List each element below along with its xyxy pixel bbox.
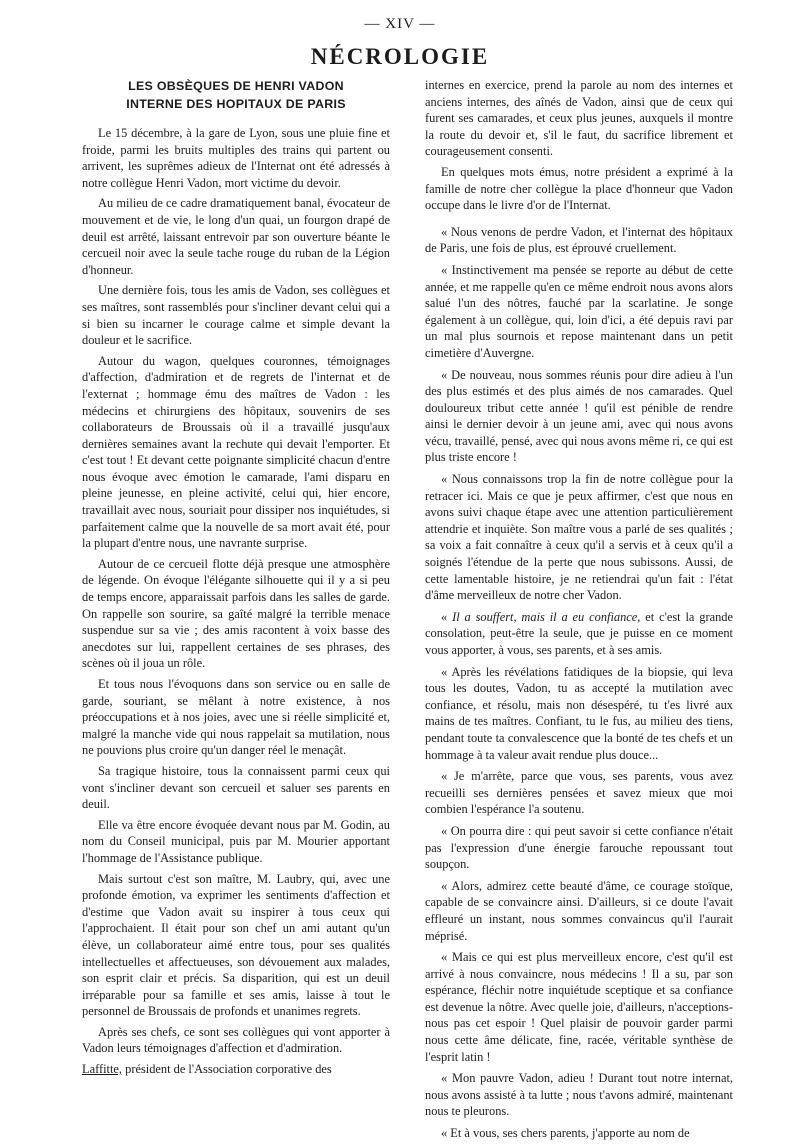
page-number: — XIV — — [364, 16, 436, 32]
paragraph-continues — [82, 1061, 390, 1078]
speech-paragraph: « Alors, admirez cette beauté d'âme, ce courage stoïque, capable de se convaincre ainsi. D'ailleurs, si ce doute l'avait effleuré un instant, nous sommes convaincus qu'il l'aurait méprisé. — [425, 878, 733, 943]
italic-quote: Il a souffert, mais il a eu confiance, — [452, 609, 641, 624]
speech-paragraph: « Nous connaissons trop la fin de notre collègue pour la retracer ici. Mais ce que je peux affirmer, c'est que nous en avons suivi chaque étape avec une attention particulièrement attendrie et inquiète. Son maître vous a parlé de ses qualités ; sa voix a fait connaître à ceux qu'il a servis et à ceux qu'il a soignés l'étendue de la perte que nous subissons. Aussi, de cette lamentable histoire, je ne retiendrai qu'un fait : l'état d'âme merveilleux de notre cher Vadon. — [425, 472, 733, 603]
paragraph: Elle va être encore évoquée devant nous par M. Godin, au nom du Conseil municipal, puis par M. Mourier apportant l'hommage de l'Assistance publique. — [82, 817, 390, 865]
paragraph: Sa tragique histoire, tous la connaissent parmi ceux qui vont s'incliner devant son cercueil et saluer ses parents en deuil. — [82, 763, 390, 812]
speech-paragraph: « De nouveau, nous sommes réunis pour dire adieu à l'un des plus estimés et des plus aimés de nos camarades. Quel douloureux tribut cette année ! qu'il est pénible de rendre ainsi le dernier devoir à un jeune ami, avec qui nous avons vécu, travaillé, pensé, avec qui nous avons même ri, ce qui est plus triste encore ! — [425, 367, 733, 465]
speech-paragraph — [425, 609, 733, 659]
right-column — [425, 77, 733, 1147]
paragraph-continued: internes en exercice, prend la parole au nom des internes et anciens internes, des aînés de Vadon, ainsi que de ceux qui furent ses camarades, et ceux plus jeunes, auxquels il montre la route du devoir et, s'il le faut, du sacrifice librement et courageusement consenti. — [425, 78, 733, 159]
paragraph: Et tous nous l'évoquons dans son service ou en salle de garde, souriant, se mêlant à notre existence, à nos préoccupations et à nos joies, avec une si réelle simplicité et, malgré la manche vide qui nous rappelait sa mutilation, nous ne pouvions plus croire qu'un danger réel le menaçât. — [82, 677, 390, 758]
speech-paragraph: « Nous venons de perdre Vadon, et l'internat des hôpitaux de Paris, une fois de plus, est éprouvé cruellement. — [425, 224, 733, 256]
paragraph: Autour de ce cercueil flotte déjà presque une atmosphère de légende. On évoque l'élégante silhouette qui il y a si peu de temps encore, apparaissait parfois dans les salles de garde. On rappelle son sourire, sa gaîté malgré la terrible menace suspendue sur sa vie ; des amis racontent à voix basse des anecdotes sur lui, rappellent certaines de ses phrases, des scènes où il joua un rôle. — [82, 556, 390, 671]
article-headline — [82, 77, 390, 113]
speech-paragraph: « Mon pauvre Vadon, adieu ! Durant tout notre internat, nous avons assisté à ta lutte ; nous t'avons admiré, maintenant nous te pleurons. — [425, 1071, 733, 1119]
speaker-name: Laffitte, — [82, 1062, 123, 1077]
speech-paragraph: « Je m'arrête, parce que vous, ses parents, vous avez recueilli ses dernières pensées et savez mieux que moi combien l'espérance l'a soutenu. — [425, 769, 733, 817]
paragraph: En quelques mots émus, notre président a exprimé à la famille de notre cher collègue la place d'honneur que Vadon occupe dans le livre d'or de l'Internat. — [425, 164, 733, 213]
section-title: NÉCROLOGIE — [310, 44, 490, 69]
headline-line-1: LES OBSÈQUES DE HENRI VADON — [128, 79, 344, 93]
paragraph-text: président de l'Association corporative des — [122, 1062, 332, 1077]
headline-line-2: INTERNE DES HOPITAUX DE PARIS — [126, 97, 346, 111]
paragraph: Autour du wagon, quelques couronnes, témoignages d'affection, d'admiration et de regrets de l'internat et de l'externat ; hommage ému des maîtres de Vadon : les médecins et chirurgiens des hôpitaux, souvenirs de ses collaborateurs de Broussais où il a travaillé jusqu'aux dernières semaines avant la rechute qui devait l'emporter. Et c'est tout ! Et devant cette poignante simplicité chacun d'entre nous évoque avec émotion le camarade, l'ami disparu en pleine jeunesse, en pleine activité, celui qui, hier encore, travaillait avec nous, souriait pour dissiper nos inquiétudes, si parfaitement calme que la nouvelle de sa mort avait été, pour la plupart d'entre nous, une navrante surprise. — [82, 353, 390, 551]
paragraph: Mais surtout c'est son maître, M. Laubry, qui, avec une profonde émotion, va exprimer les sentiments d'affection et d'estime que Vadon avait su inspirer à tous ceux qui l'approchaient. Il était pour son chef un ami autant qu'un élève, un collaborateur aimé entre tous, pour ses qualités intellectuelles et affectueuses, son dévouement aux malades, son esprit clair et précis. Sa disparition, qui est un deuil irréparable pour sa famille et ses amis, laisse à tout le personnel de Broussais de profonds et unanimes regrets. — [82, 871, 390, 1019]
speech-paragraph: « Mais ce qui est plus merveilleux encore, c'est qu'il est arrivé à nous convaincre, nous médecins ! Il a su, par son espérance, fléchir notre inquiétude sceptique et sa confiance est devenue la nôtre. Avec quelle joie, d'ailleurs, n'acceptions-nous pas cet espoir ! Quel plaisir de pouvoir garder parmi nous cette âme délicate, fine, racée, véritable synthèse de l'esprit latin ! — [425, 950, 733, 1064]
speech-paragraph: « Instinctivement ma pensée se reporte au début de cette année, et me rappelle qu'en ce même endroit nous avons alors salué l'un des nôtres, fauché par la scarlatine. Je songe également à un collègue, qui, loin d'ici, a été depuis ravi par un mal plus sournois et repose maintenant dans un petit cimetière d'Auvergne. — [425, 262, 733, 360]
paragraph: Après ses chefs, ce sont ses collègues qui vont apporter à Vadon leurs témoignages d'affection et d'admiration. — [82, 1024, 390, 1056]
quote-mark: « — [441, 609, 453, 624]
left-column — [82, 77, 390, 1082]
paragraph: Au milieu de ce cadre dramatiquement banal, évocateur de mouvement et de vie, le long d'un quai, un fourgon drapé de deuil est arrêté, laissant entrevoir par son ouverture béante le cercueil noir avec la seule tache rouge du ruban de la Légion d'honneur. — [82, 196, 390, 277]
speech-paragraph: « Et à vous, ses chers parents, j'apporte au nom de — [441, 1126, 690, 1141]
paragraph-text: et c'est la grande consolation, peut-être la seule, que je puisse en ce moment vous apporter, à vous, ses parents, et à ses amis. — [425, 609, 733, 657]
paragraph: Une dernière fois, tous les amis de Vadon, ses collègues et ses maîtres, sont rassemblés pour s'incliner devant celui qui a si bien su incarner le courage calme et simple devant la douleur et le sacrifice. — [82, 283, 390, 348]
speech-paragraph: « Après les révélations fatidiques de la biopsie, qui leva tous les doutes, Vadon, tu as accepté la mutilation avec confiance, et résolu, mais non désespéré, tu t'es livré aux mains de tes maîtres. Confiant, tu le fus, au milieu des tiens, pendant toute ta convalescence que la bonté de tes chefs et un hommage à ta valeur avait rendue plus douce... — [425, 664, 733, 762]
paragraph: Le 15 décembre, à la gare de Lyon, sous une pluie fine et froide, parmi les bruits multiples des trains qui partent ou arrivent, les suprêmes adieux de l'Internat ont été adressés à notre collègue Henri Vadon, mort victime du devoir. — [82, 126, 390, 190]
speech-paragraph: « On pourra dire : qui peut savoir si cette confiance n'était pas l'expression d'une énergie farouche repoussant tout soupçon. — [425, 823, 733, 872]
